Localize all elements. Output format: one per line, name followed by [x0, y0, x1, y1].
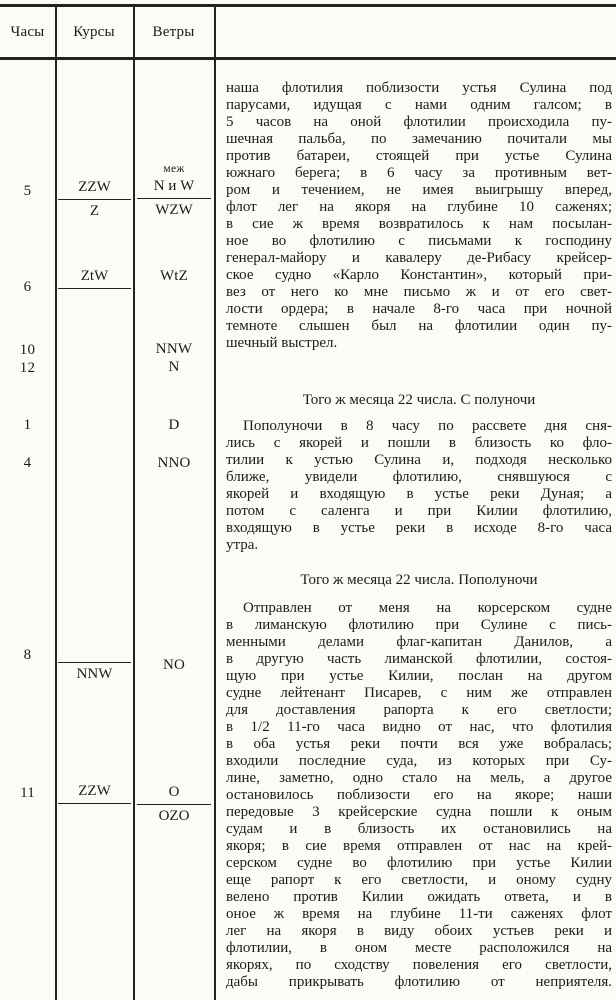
text-line: ближе, увидели флотилию, снявшуюся с: [226, 469, 612, 485]
course-bottom: NNW: [58, 662, 131, 683]
text-line: ром и течением, не имея выигрышу вперед,: [226, 182, 612, 198]
hour-entry: 11: [20, 785, 35, 801]
text-line: лись с якорей и пошли в близость ко фло-: [226, 435, 612, 451]
wind-note: меж: [163, 163, 185, 175]
text-line: еще рапорт к его светлости, и оному судну: [226, 872, 612, 888]
text-line: дабы прикрывать флотилию от неприятеля.: [226, 974, 612, 990]
header-hours: Часы: [10, 24, 45, 40]
text-line: якорей и входящую в устье реки Дуная; а: [226, 486, 612, 502]
text-line: флотилии, в оном месте расположился на: [226, 940, 612, 956]
text-line: судам и в близость их остановились на: [226, 821, 612, 837]
text-line: оное ж время на глубине 11-ти саженях флот: [226, 906, 612, 922]
text-line: якоря; в сие время отправлен от нас на крей-: [226, 838, 612, 854]
text-line: в другую часть лиманской флотилии, состоя-: [226, 651, 612, 667]
course-top: ZZW: [58, 781, 131, 804]
course-entry-underlined: [58, 266, 131, 289]
text-line: входили последние суда, из которых при Су-: [226, 753, 612, 769]
text-line: лег на якоря в виду обоих устьев реки и: [226, 923, 612, 939]
text-line: в оба устья реки почти вся уже вобралась;: [226, 736, 612, 752]
text-line: ное во флотилию с письмами к господину: [226, 233, 612, 249]
wind-bottom: OZO: [158, 808, 190, 824]
text-line: серском судне во флотилию при устье Килии: [226, 855, 612, 871]
text-line: потом с саленга и при Килии флотилию,: [226, 503, 612, 519]
hour-entry: 6: [23, 279, 32, 295]
top-rule: [0, 4, 616, 7]
text-line: против батареи, стоящей при устье Сулина: [226, 148, 612, 164]
hour-entry: 5: [23, 183, 32, 199]
text-line: темноте слышен был на флотилии один пу-: [226, 318, 612, 334]
text-line: тилии к устью Сулина и, подходя несколько: [226, 452, 612, 468]
hour-entry: 12: [19, 360, 36, 376]
text-line: парусами, идущая с нами одним галсом; в: [226, 97, 612, 113]
text-line: генерал-майору и кавалеру де-Рибасу крейсер-: [226, 250, 612, 266]
course-bottom: Z: [89, 203, 100, 219]
text-line: судне лейтенант Писарев, с ним же отправлен: [226, 685, 612, 701]
course-top: ZZW: [58, 177, 131, 200]
journal-paragraph-morning: [226, 418, 612, 554]
text-line: лине, заметно, одно стало на мель, а другое: [226, 770, 612, 786]
text-line: Пополуночи в 8 часу по рассвете дня сня-: [243, 418, 612, 434]
header-winds: Ветры: [152, 24, 195, 40]
text-line: вез от него ко мне письмо ж и от его свет-: [226, 284, 612, 300]
text-line: щую при устье Килии, послан на другом: [226, 668, 612, 684]
section-heading-2: Того ж месяца 22 числа. Пополуночи: [300, 572, 538, 588]
text-line: шечная пальба, по замечанию почитали мы: [226, 131, 612, 147]
text-line: лости ордера; в начале 8-го часа при ночной: [226, 301, 612, 317]
journal-paragraph-afternoon: [226, 600, 612, 991]
wind-entry: D: [168, 417, 180, 433]
text-line: ское судно «Карло Константин», который при-: [226, 267, 612, 283]
text-line: в 1/2 11-го часа видно от нас, что флотилия: [226, 719, 612, 735]
text-line: передовые 3 крейсерские судна пошли к оным: [226, 804, 612, 820]
wind-entry: NO: [162, 657, 186, 673]
course-top: ZtW: [58, 266, 131, 289]
course-entry-overlined: [58, 662, 131, 683]
hour-entry: 10: [19, 342, 36, 358]
header-rule: [0, 57, 616, 60]
text-line: Отправлен от меня на корсерском судне: [243, 600, 612, 616]
text-line: в лиманскую флотилию при Сулине с пись-: [226, 617, 612, 633]
text-line: флот лег на якоря на глубине 10 саженях;: [226, 199, 612, 215]
text-line: остановилось поблизости его на якоре; наши: [226, 787, 612, 803]
wind-entry: N: [168, 359, 180, 375]
wind-top: N и W: [137, 176, 211, 199]
text-line: шечный выстрел.: [226, 335, 338, 351]
text-line: якорях, по сходству повеления его светлости,: [226, 957, 612, 973]
text-line: наша флотилия поблизости устья Сулина под: [226, 80, 612, 96]
course-entry-stacked: [58, 177, 131, 220]
wind-entry-stacked: [137, 163, 211, 219]
section-heading-1: Того ж месяца 22 числа. С полуночи: [302, 392, 536, 408]
hour-entry: 4: [23, 455, 32, 471]
column-divider-winds: [214, 4, 216, 1000]
hour-entry: 8: [23, 647, 32, 663]
text-line: для доставления рапорта к его светлости;: [226, 702, 612, 718]
wind-bottom: WZW: [155, 202, 193, 218]
wind-entry: WtZ: [159, 268, 189, 284]
column-divider-courses: [133, 4, 135, 1000]
journal-paragraph-continuation: [226, 80, 612, 352]
wind-entry: NNW: [155, 341, 193, 357]
wind-top: O: [137, 782, 211, 805]
text-line: в сие ж время возвратилось к нам посылан-: [226, 216, 612, 232]
column-divider-hours: [55, 4, 57, 1000]
text-line: входящую в устье реки в исходе 8-го часа: [226, 520, 612, 536]
text-line: 5 часов на оной флотилии происходила пу-: [226, 114, 612, 130]
text-line: велено против Килии ожидать ответа, и в: [226, 889, 612, 905]
header-courses: Курсы: [73, 24, 115, 40]
wind-entry-stacked: [137, 782, 211, 825]
text-line: южнаго берега; в 6 часу за противным вет-: [226, 165, 612, 181]
text-line: менными делами флаг-капитан Данилов, а: [226, 634, 612, 650]
course-entry-underlined: [58, 781, 131, 804]
hour-entry: 1: [23, 417, 32, 433]
text-line: утра.: [226, 537, 259, 553]
wind-entry: NNO: [157, 455, 191, 471]
